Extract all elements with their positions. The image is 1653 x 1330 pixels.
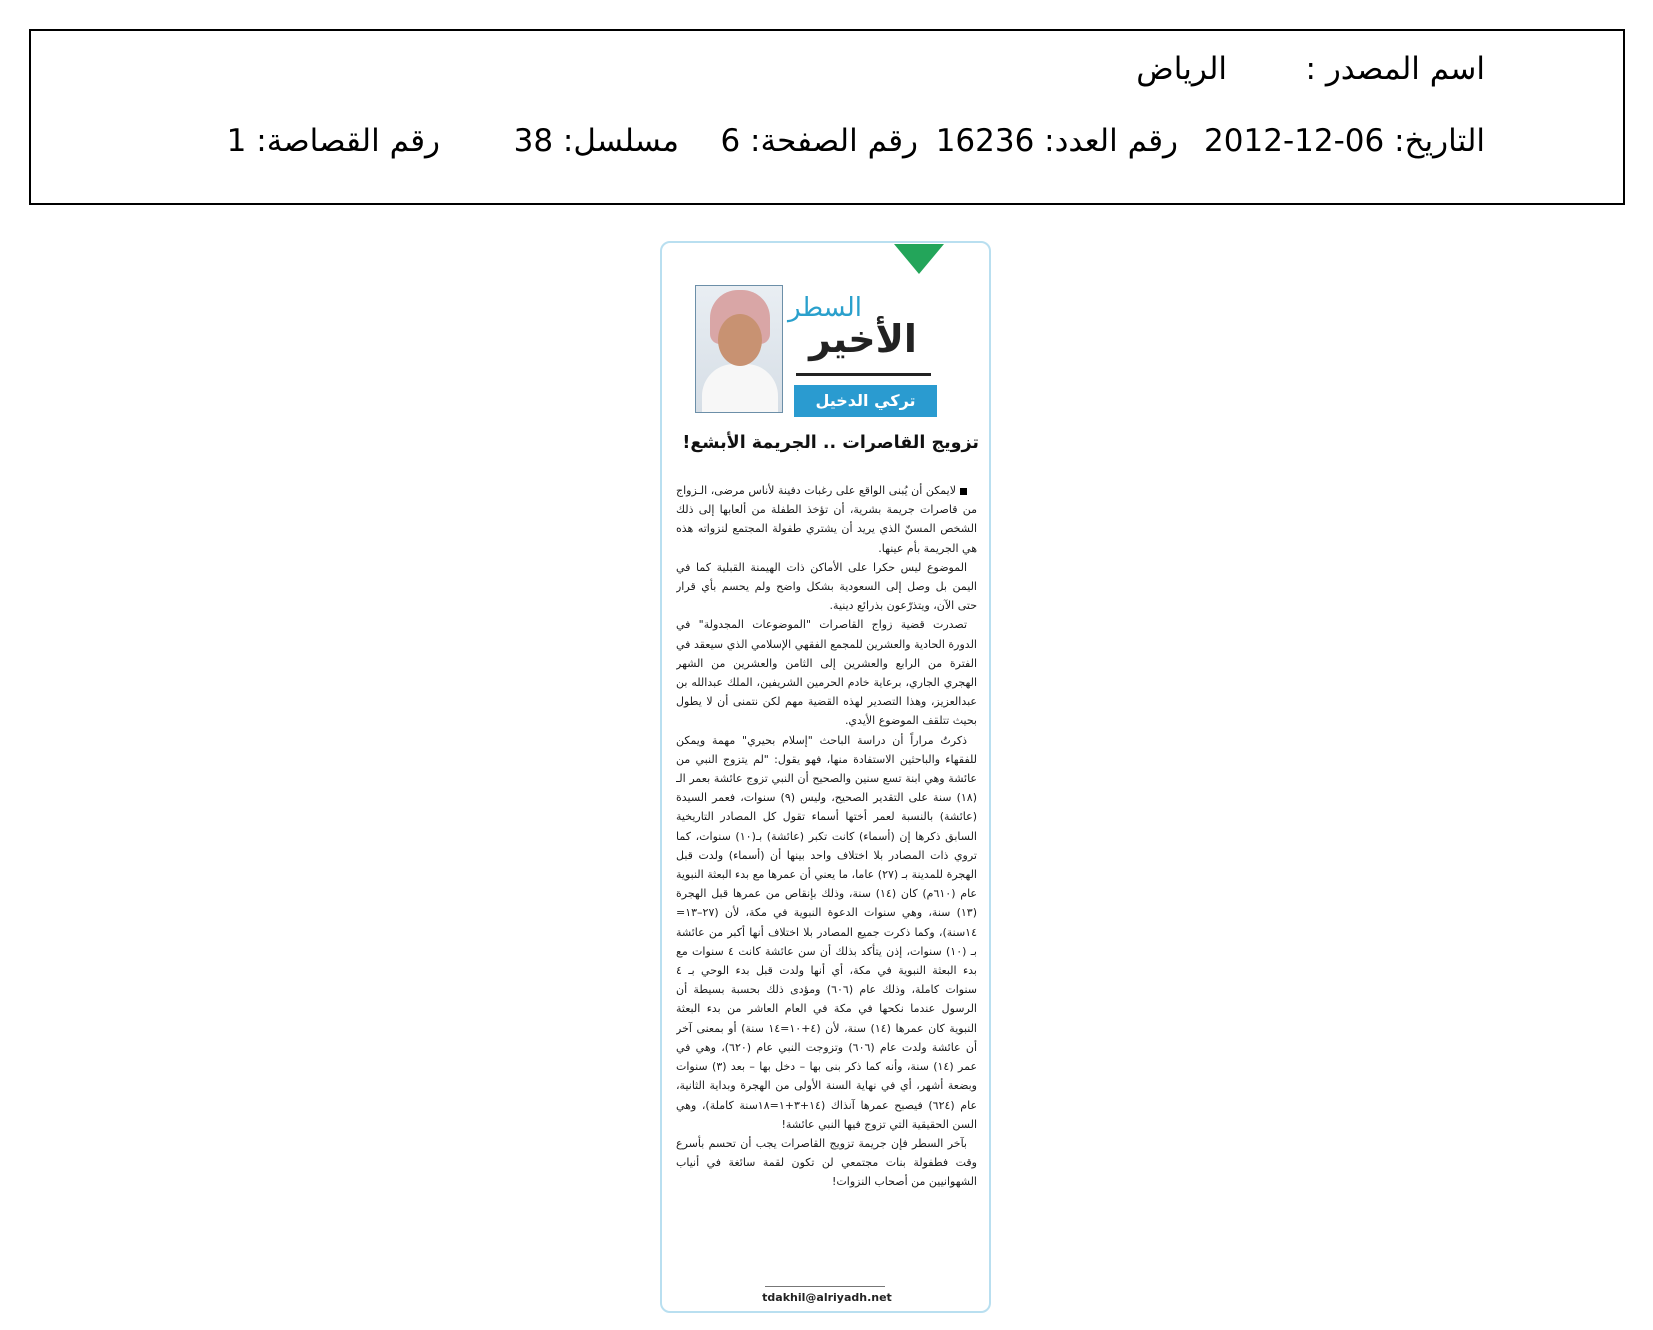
author-name: تركي الدخيل [794,385,937,417]
column-title-main: الأخير [809,317,917,361]
source-label: اسم المصدر : [1305,51,1485,87]
article-body [676,481,977,1261]
article-paragraph: ذكرتُ مراراً أن دراسة الباحث "إسلام بحيري" مهمة ويمكن للفقهاء والباحثين الاستفادة منها، فهو يقول: "لم يتزوج النبي من عائشة وهي ابنة تسع سنين والصحيح أن النبي تزوج عائشة بعمر الـ (١٨) سنة على التقدير الصحيح، وليس (٩) سنوات، فعمر السيدة (عائشة) بالنسبة لعمر أختها أسماء تقول كل المصادر التاريخية السابق ذكرها إن (أسماء) كانت تكبر (عائشة) بـ(١٠) سنوات، كما تروي ذات المصادر بلا اختلاف واحد بينها أن (أسماء) ولدت قبل الهجرة للمدينة بـ (٢٧) عاما، ما يعني أن عمرها مع بدء البعثة النبوية عام (٦١٠م) كان (١٤) سنة، وذلك بإنقاص من عمرها قبل الهجرة (١٣) سنة، وهي سنوات الدعوة النبوية في مكة، لأن (٢٧–١٣= ١٤سنة)، وكما ذكرت جميع المصادر بلا اختلاف أنها أكبر من عائشة بـ (١٠) سنوات، إذن يتأكد بذلك أن سن عائشة كانت ٤ سنوات مع بدء البعثة النبوية في مكة، أي أنها ولدت قبل بدء الوحي بـ ٤ سنوات كاملة، وذلك عام (٦٠٦) ومؤدى ذلك بحسبة بسيطة أن الرسول عندما نكحها في مكة في العام العاشر من بدء البعثة النبوية كان عمرها (١٤) سنة، لأن (٤+١٠=١٤ سنة) أو بمعنى آخر أن عائشة ولدت عام (٦٠٦) وتزوجت النبي عام (٦٢٠)، وهي في عمر (١٤) سنة، وأنه كما ذكر بنى بها – دخل بها – بعد (٣) سنوات وبضعة أشهر، أي في نهاية السنة الأولى من الهجرة وبداية الثانية، عام (٦٢٤) فيصبح عمرها آنذاك (١٤+٣+١=١٨سنة كاملة)، وهي السن الحقيقية التي تزوج فيها النبي عائشة! [676,733,977,1131]
article-paragraph: لايمكن أن يُبنى الواقع على رغبات دفينة لأناس مرضى، الـزواج من قاصرات جريمة بشرية، أن تؤخذ الطفلة من ألعابها إلى ذلك الشخص المسنّ الذي يريد أن يشتري طفولة المجتمع لنزواته هذه هي الجريمة بأم عينها. [676,484,977,555]
column-title-rule [796,373,931,376]
date-field: التاريخ: 06-12-2012 [1204,123,1485,159]
photo-face [718,314,762,366]
author-email: tdakhil@alriyadh.net [762,1291,892,1304]
column-title-small: السطر [787,293,862,323]
newspaper-clipping [660,241,991,1313]
article-headline: تزويج القاصرات .. الجريمة الأبشع! [682,433,979,453]
serial-number: مسلسل: 38 [513,123,679,159]
article-paragraph: تصدرت قضية زواج القاصرات "الموضوعات المجدولة" في الدورة الحادية والعشرين للمجمع الفقهي الإسلامي الذي سيعقد في الفترة من الرابع والعشرين إلى الثامن والعشرين من الشهر الهجري الجاري، برعاية خادم الحرمين الشريفين، الملك عبدالله بن عبدالعزيز، وهذا التصدير لهذه القضية مهم لكن نتمنى أن لا يطول بحيث تتلقف الموضوع الأيدي. [676,618,977,728]
photo-shoulders [702,364,778,413]
page-number: رقم الصفحة: 6 [720,123,918,159]
signature-divider [765,1286,885,1287]
clipping-number: رقم القصاصة: 1 [226,123,440,159]
metadata-header [29,29,1625,205]
author-photo [695,285,783,413]
source-value: الرياض [1136,51,1227,87]
article-paragraph: بآخر السطر فإن جريمة تزويج القاصرات يجب أن تحسم بأسرع وقت فطفولة بنات مجتمعي لن تكون لقمة سائغة في أنياب الشهوانيين من أصحاب النزوات! [676,1136,977,1189]
green-triangle-marker [894,244,944,274]
article-paragraph: الموضوع ليس حكرا على الأماكن ذات الهيمنة القبلية كما في اليمن بل وصل إلى السعودية بشكل واضح ولم يحسم بأي قرار حتى الآن، ويتذرّعون بذرائع دينية. [676,560,977,613]
bullet-square-icon [960,488,967,495]
issue-number: رقم العدد: 16236 [935,123,1178,159]
